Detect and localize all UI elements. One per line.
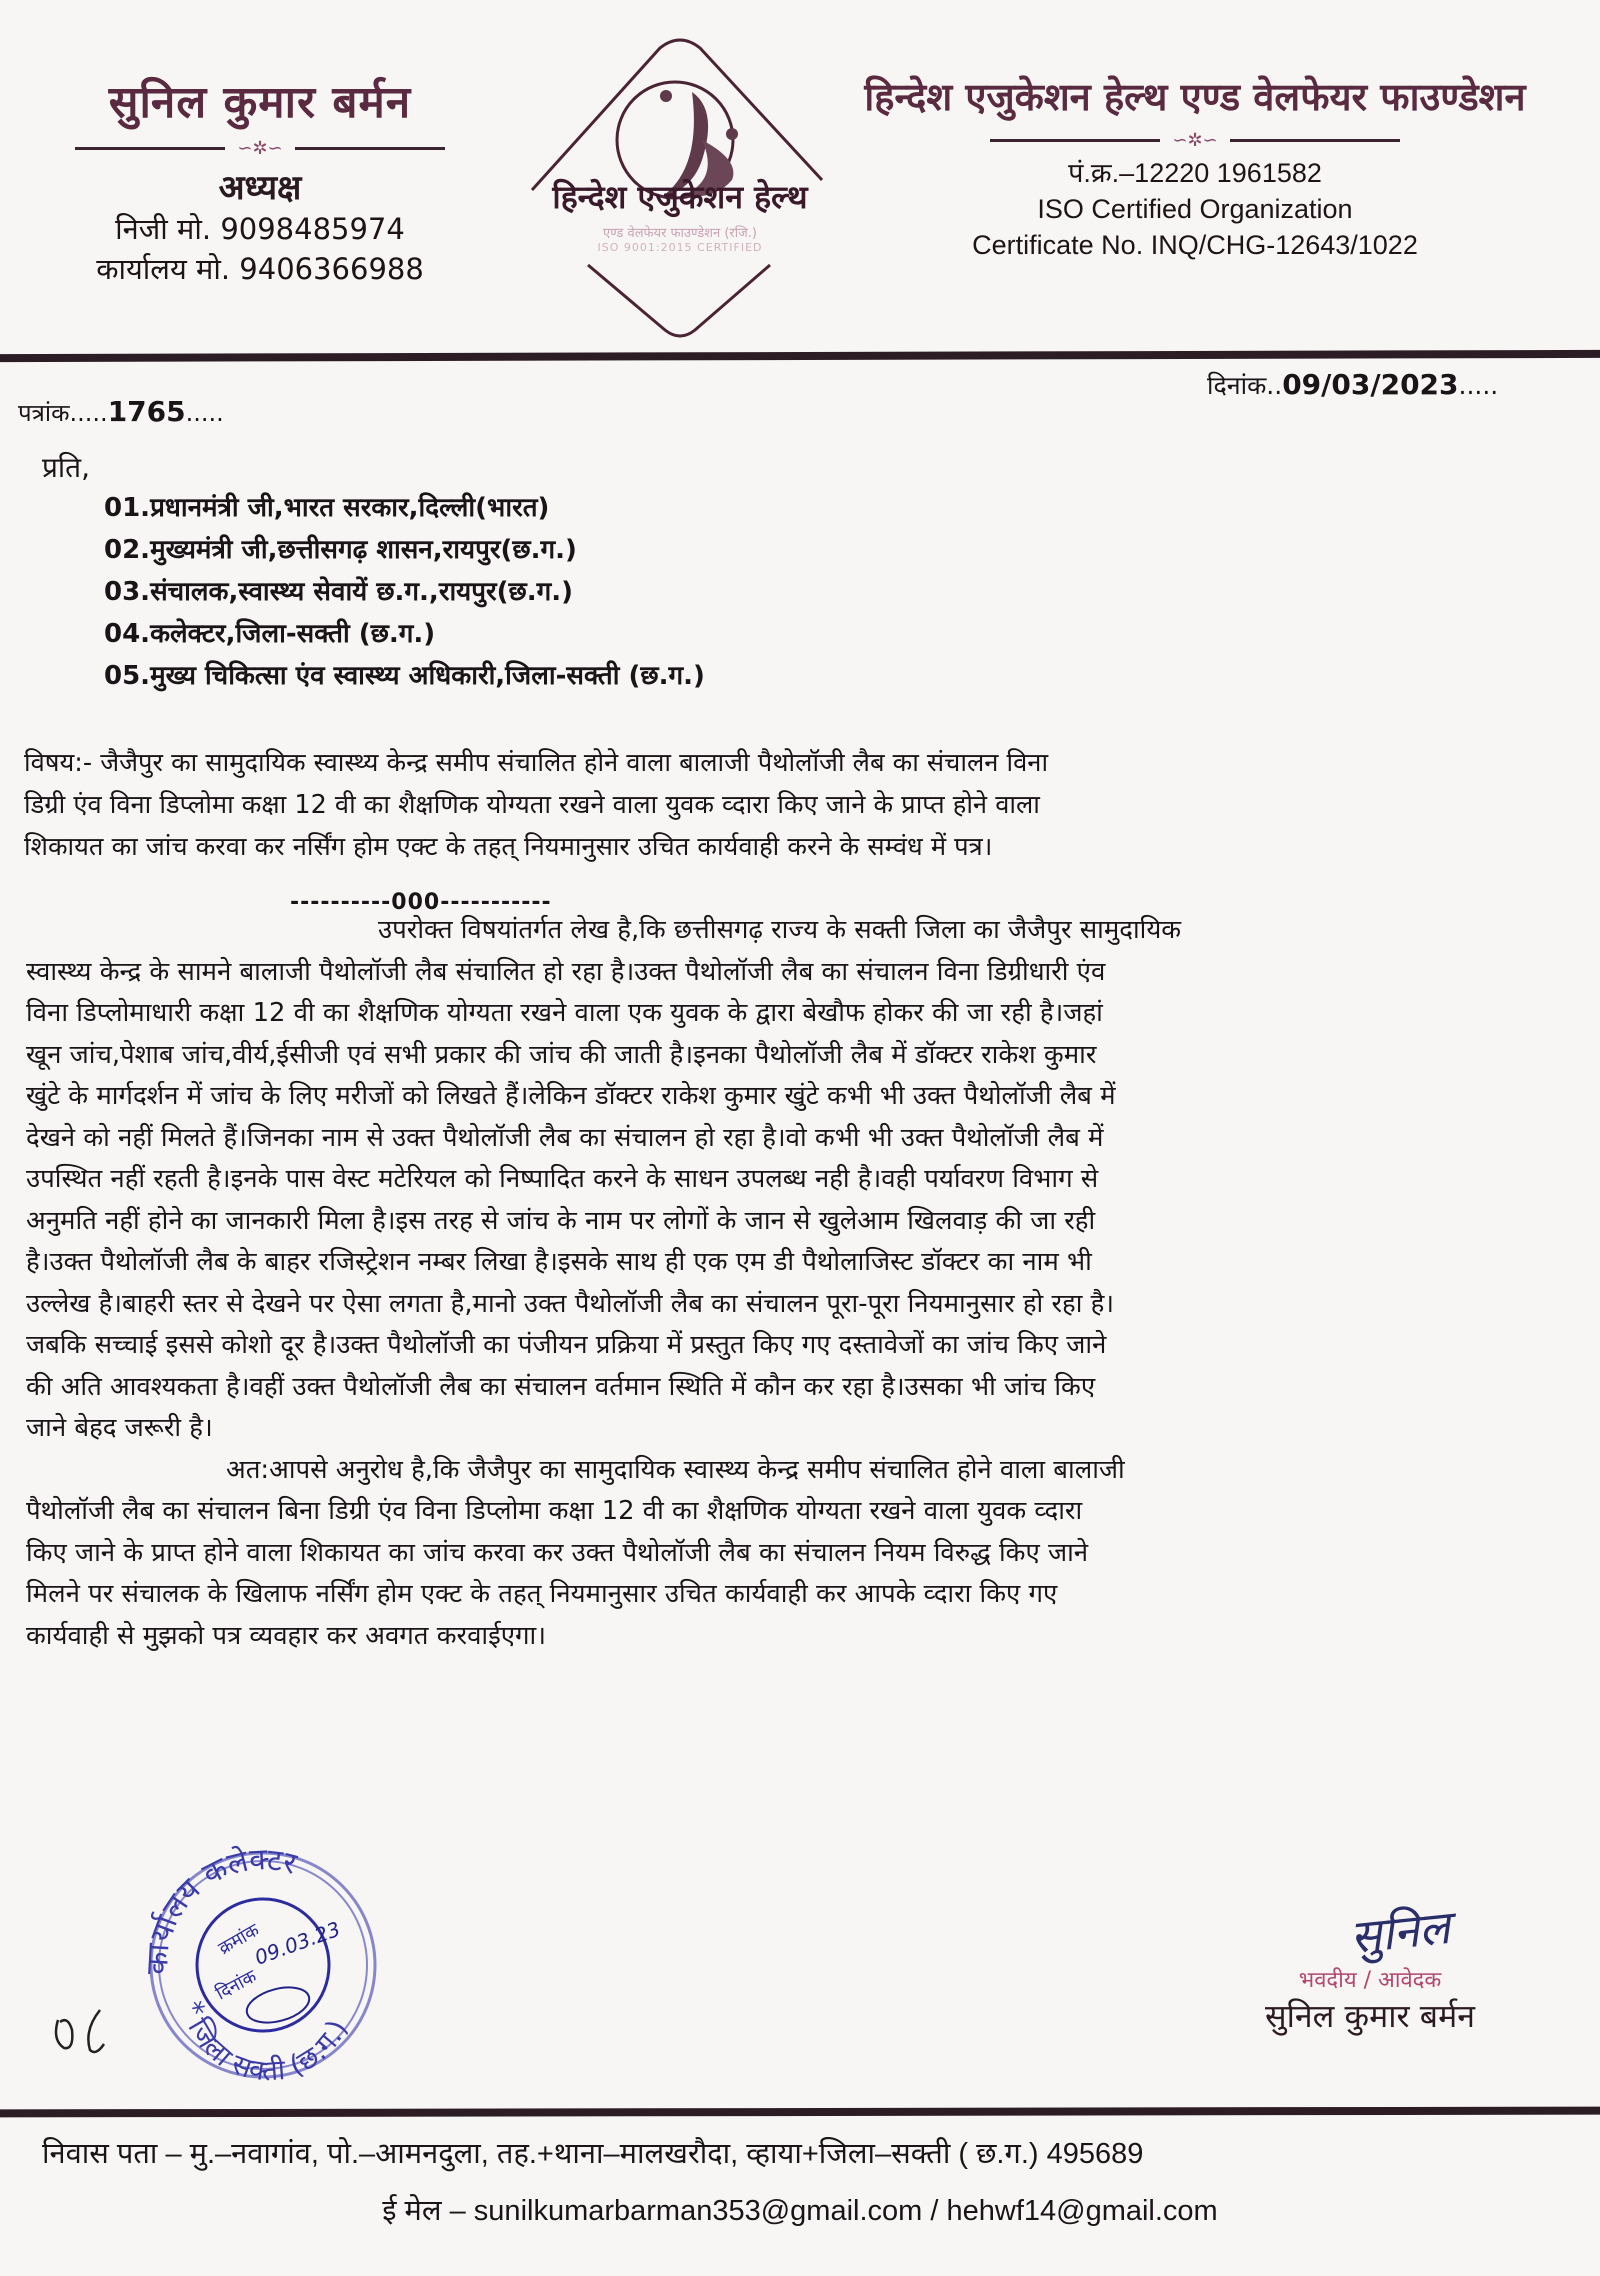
- body-line: उपस्थित नहीं रहती है।इनके पास वेस्ट मटेरियल को निष्पादित करने के साधन उपलब्ध नही है।वही पर्यावरण विभाग से: [26, 1164, 1099, 1194]
- logo-iso-line: ISO 9001:2015 CERTIFIED: [597, 241, 763, 254]
- ornament-divider: ∽✲∽: [40, 138, 480, 159]
- body-line: जबकि सच्चाई इससे कोशो दूर है।उक्त पैथोलॉजी का पंजीयन प्रक्रिया में प्रस्तुत किए गए दस्तावेजों का जांच किए जाने: [26, 1330, 1107, 1360]
- personal-mobile: निजी मो. 9098485974: [115, 212, 405, 246]
- body-line: जाने बेहद जरूरी है।: [26, 1413, 213, 1443]
- letter-date: [1207, 368, 1498, 402]
- recipient-item: 04.कलेक्टर,जिला-सक्ती (छ.ग.): [104, 619, 436, 649]
- recipient-item: 01.प्रधानमंत्री जी,भारत सरकार,दिल्ली(भारत): [104, 493, 550, 523]
- handwritten-signature: सुनिल: [1347, 1899, 1453, 1965]
- request-line: किए जाने के प्राप्त होने वाला शिकायत का जांच करवा कर उक्त पैथोलॉजी लैब का संचालन नियम विरुद्ध किए जाने: [26, 1537, 1089, 1568]
- subject-line: शिकायत का जांच करवा कर नर्सिंग होम एक्ट के तहत् नियमानुसार उचित कार्यवाही करने के सम्वंध में पत्र।: [24, 832, 993, 862]
- president-role: अध्यक्ष: [218, 168, 302, 208]
- margin-note-ok-mark: [50, 2000, 110, 2060]
- signature-block: [1190, 1900, 1550, 2037]
- stamp-outer-text: कार्यालय कलेक्टर: [139, 1845, 301, 1976]
- ref-label: पत्रांक.....: [18, 399, 108, 427]
- ref-value: 1765: [107, 395, 186, 428]
- body-line: उल्लेख है।बाहरी स्तर से देखने पर ऐसा लगता है,मानो उक्त पैथोलॉजी लैब का संचालन पूरा-पूरा नियमानुसार हो रहा है।: [26, 1288, 1115, 1319]
- office-mobile: कार्यालय मो. 9406366988: [96, 252, 424, 286]
- letterhead-left: [40, 70, 480, 289]
- letterhead-right: [850, 70, 1540, 263]
- recipient-item: 05.मुख्य चिकित्सा एंव स्वास्थ्य अधिकारी,जिला-सक्ती (छ.ग.): [104, 661, 705, 691]
- collector-office-stamp: [128, 1845, 398, 2085]
- subject: [24, 742, 1524, 868]
- request-line: कार्यवाही से मुझको पत्र व्यवहार कर अवगत करवाईएगा।: [26, 1620, 547, 1651]
- subject-line: विषय:- जैजैपुर का सामुदायिक स्वास्थ्य केन्द्र समीप संचालित होने वाला बालाजी पैथोलॉजी लैब का संचालन विना: [24, 748, 1049, 778]
- logo-subtitle: एण्ड वेलफेयर फाउण्डेशन (रजि.): [603, 226, 757, 241]
- organization-logo: [470, 30, 890, 350]
- certificate-number: Certificate No. INQ/CHG-12643/1022: [972, 230, 1418, 260]
- header-rule: [0, 350, 1600, 362]
- email-addresses: ई मेल – sunilkumarbarman353@gmail.com / hehwf14@gmail.com: [382, 2195, 1218, 2227]
- body-line: विना डिप्लोमाधारी कक्षा 12 वी का शैक्षणिक योग्यता रखने वाला एक युवक के द्वारा बेखौफ होकर की जा रही है।जहां: [26, 998, 1103, 1028]
- separator: ----------000-----------: [290, 890, 552, 915]
- letter-body: [26, 910, 1546, 1657]
- request-line: अत:आपसे अनुरोध है,कि जैजैपुर का सामुदायिक स्वास्थ्य केन्द्र समीप संचालित होने वाला बालाजी: [226, 1454, 1125, 1485]
- registration-number: पं.क्र.–12220 1961582: [1068, 158, 1322, 188]
- body-line: की अति आवश्यकता है।वहीं उक्त पैथोलॉजी लैब का संचालन वर्तमान स्थिति में कौन कर रहा है।उसका भी जांच किए: [26, 1371, 1096, 1402]
- logo-title: हिन्देश एजुकेशन हेल्थ: [552, 178, 808, 216]
- stamp-inner-label: दिनांक: [212, 1965, 261, 2005]
- iso-certified: ISO Certified Organization: [1037, 194, 1353, 224]
- signature-role: भवदीय / आवेदक: [1298, 1968, 1442, 1993]
- stamp-inner-label: क्रमांक: [215, 1919, 263, 1960]
- ornament-divider: ∽✲∽: [850, 130, 1540, 151]
- ref-suffix: .....: [185, 399, 224, 427]
- body-line: है।उक्त पैथोलॉजी लैब के बाहर रजिस्ट्रेशन नम्बर लिखा है।इसके साथ ही एक एम डी पैथोलाजिस्ट डॉक्टर का नाम भी: [26, 1247, 1092, 1277]
- request-line: पैथोलॉजी लैब का संचालन बिना डिग्री एंव विना डिप्लोमा कक्षा 12 वी का शैक्षणिक योग्यता रखने वाला युवक व्दारा: [26, 1496, 1083, 1526]
- president-name: सुनिल कुमार बर्मन: [108, 77, 412, 128]
- body-line: खुंटे के मार्गदर्शन में जांच के लिए मरीजों को लिखते हैं।लेकिन डॉक्टर राकेश कुमार खुंटे कभी भी उक्त पैथोलॉजी लैब में: [26, 1081, 1116, 1111]
- signatory-name: सुनिल कुमार बर्मन: [1265, 1997, 1475, 2035]
- residential-address: निवास पता – मु.–नवागांव, पो.–आमनदुला, तह.+थाना–मालखरौदा, व्हाया+जिला–सक्ती ( छ.ग.) 495689: [42, 2138, 1144, 2170]
- footer-rule: [0, 2107, 1600, 2118]
- date-value: 09/03/2023: [1282, 368, 1459, 401]
- stamp-handwritten-date: 09.03.23: [251, 1916, 344, 1970]
- date-suffix: .....: [1458, 371, 1499, 400]
- reference-number: [18, 395, 224, 429]
- recipient-list: [104, 487, 705, 697]
- date-label: दिनांक..: [1207, 371, 1283, 400]
- body-line: उपरोक्त विषयांतर्गत लेख है,कि छत्तीसगढ़ राज्य के सक्ती जिला का जैजैपुर सामुदायिक: [378, 915, 1182, 945]
- subject-line: डिग्री एंव विना डिप्लोमा कक्षा 12 वी का शैक्षणिक योग्यता रखने वाला युवक व्दारा किए जाने के प्राप्त होने वाला: [24, 790, 1040, 820]
- to-label: प्रति,: [42, 451, 91, 484]
- stamp-seal-icon: [128, 1845, 398, 2085]
- organization-name: हिन्देश एजुकेशन हेल्थ एण्ड वेलफेयर फाउण्डेशन: [864, 74, 1526, 119]
- body-line: स्वास्थ्य केन्द्र के सामने बालाजी पैथोलॉजी लैब संचालित हो रहा है।उक्त पैथोलॉजी लैब का संचालन विना डिग्रीधारी एंव: [26, 956, 1106, 987]
- request-line: मिलने पर संचालक के खिलाफ नर्सिंग होम एक्ट के तहत् नियमानुसार उचित कार्यवाही कर आपके व्दारा किए गए: [26, 1579, 1058, 1609]
- recipient-item: 02.मुख्यमंत्री जी,छत्तीसगढ़ शासन,रायपुर(छ.ग.): [104, 535, 577, 565]
- body-line: अनुमति नहीं होने का जानकारी मिला है।इस तरह से जांच के नाम पर लोगों के जान से खुलेआम खिलवाड़ की जा रही: [26, 1205, 1096, 1236]
- body-line: खून जांच,पेशाब जांच,वीर्य,ईसीजी एवं सभी प्रकार की जांच की जाती है।इनका पैथोलॉजी लैब में डॉक्टर राकेश कुमार: [26, 1039, 1097, 1070]
- stamp-bottom-text: * जिला सक्ती (छ.ग.): [176, 1998, 354, 2085]
- recipient-item: 03.संचालक,स्वास्थ्य सेवायें छ.ग.,रायपुर(छ.ग.): [104, 577, 574, 607]
- body-line: देखने को नहीं मिलते हैं।जिनका नाम से उक्त पैथोलॉजी लैब का संचालन हो रहा है।वो कभी भी उक्त पैथोलॉजी लैब में: [26, 1122, 1104, 1153]
